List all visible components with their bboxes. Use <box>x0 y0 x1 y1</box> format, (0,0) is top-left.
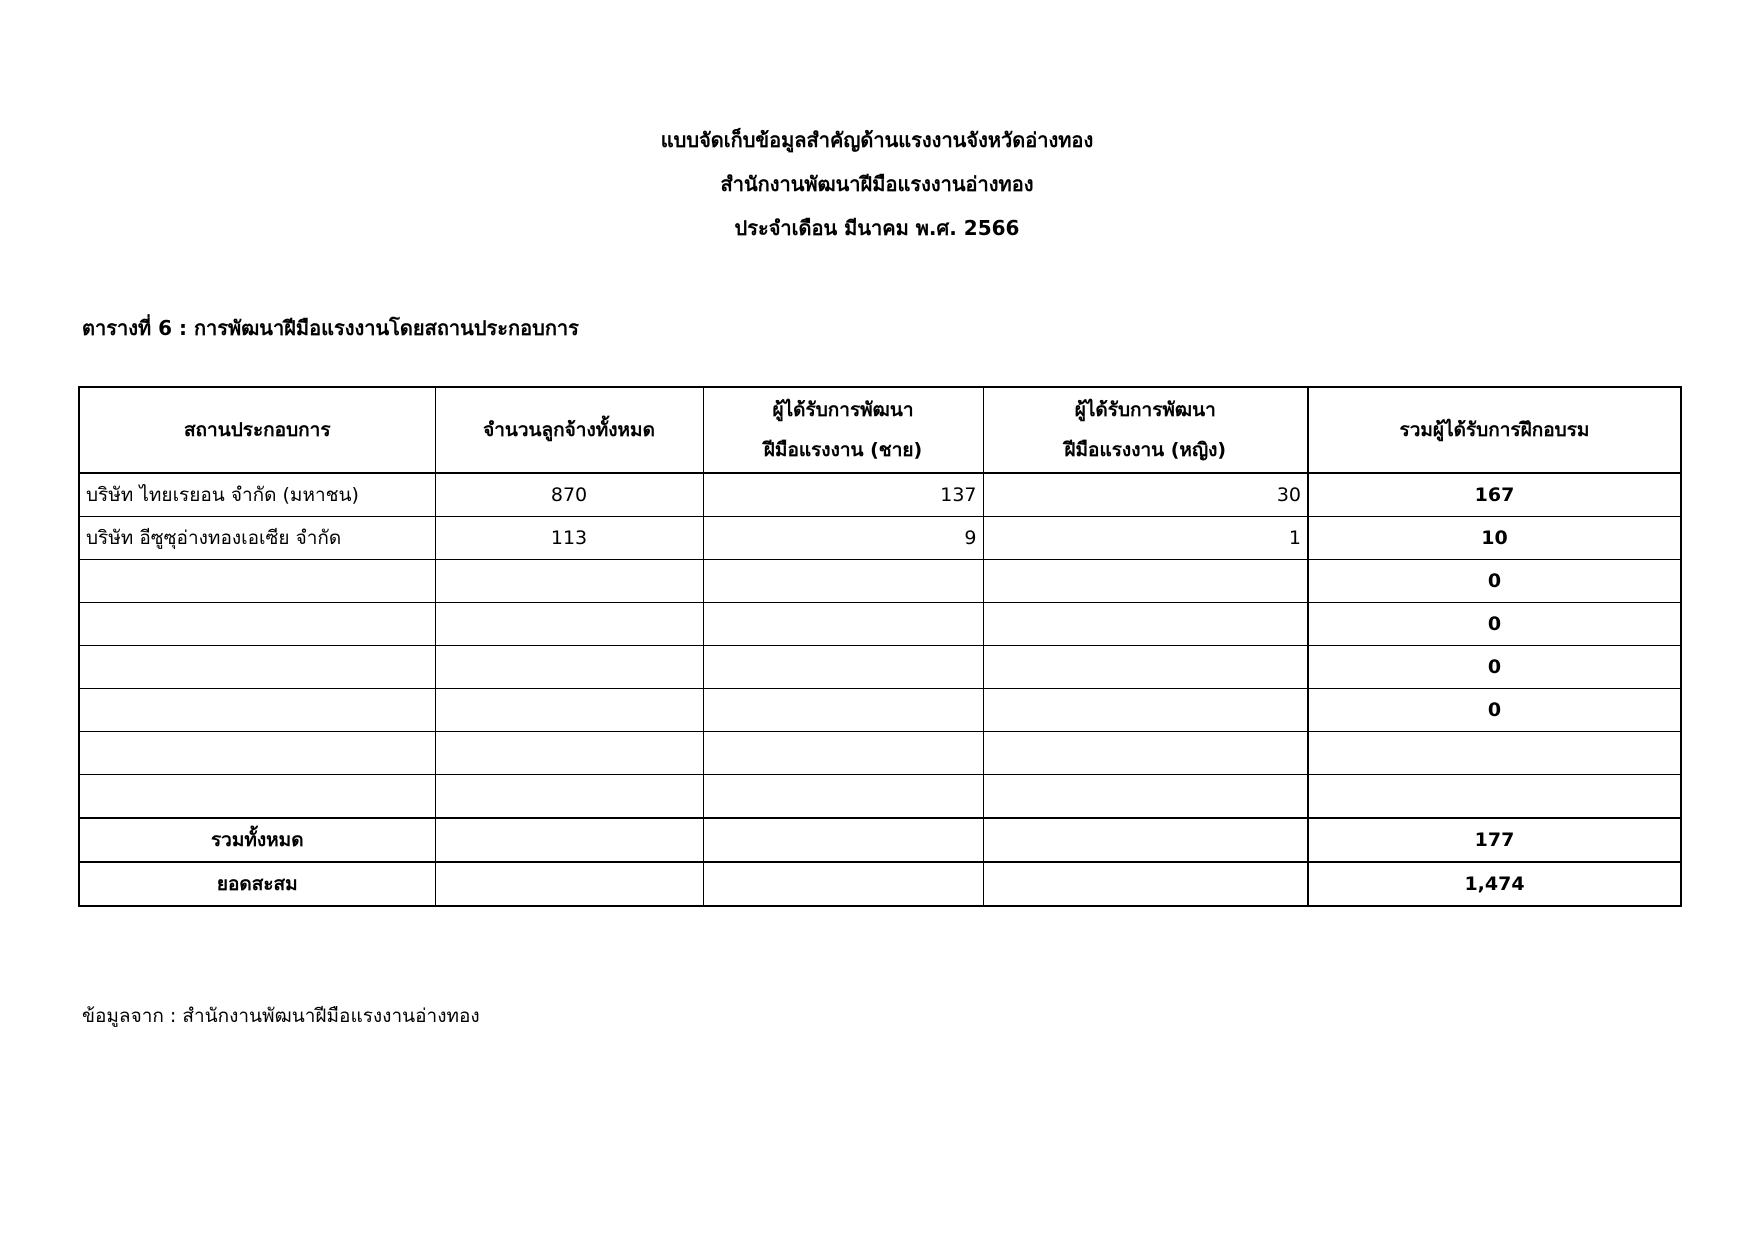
table-row <box>79 603 1681 646</box>
cell-employees <box>435 689 703 732</box>
col-header-male <box>703 387 983 473</box>
cell-employees <box>435 603 703 646</box>
cumulative-label: ยอดสะสม <box>79 862 435 906</box>
cell-employees <box>435 732 703 775</box>
table-row <box>79 560 1681 603</box>
cell-total: 0 <box>1308 689 1681 732</box>
col-header-male-line2: ฝีมือแรงงาน (ชาย) <box>763 439 923 461</box>
cell-male: 9 <box>703 517 983 560</box>
skill-development-table <box>78 386 1682 907</box>
total-row <box>79 818 1681 862</box>
report-period: ประจำเดือน มีนาคม พ.ศ. 2566 <box>734 216 1020 240</box>
table-row <box>79 473 1681 517</box>
cell-employees: 113 <box>435 517 703 560</box>
total-employees-cell <box>435 818 703 862</box>
cell-female <box>983 646 1308 689</box>
cell-female <box>983 560 1308 603</box>
cell-male <box>703 560 983 603</box>
col-header-total: รวมผู้ได้รับการฝึกอบรม <box>1308 387 1681 473</box>
office-name: สำนักงานพัฒนาฝีมือแรงงานอ่างทอง <box>720 172 1034 196</box>
cell-establishment <box>79 646 435 689</box>
cumulative-female-cell <box>983 862 1308 906</box>
total-value: 177 <box>1308 818 1681 862</box>
col-header-female-line1: ผู้ได้รับการพัฒนา <box>1074 399 1216 421</box>
cell-establishment <box>79 732 435 775</box>
cell-total: 0 <box>1308 603 1681 646</box>
cell-female: 1 <box>983 517 1308 560</box>
data-source-note: ข้อมูลจาก : สำนักงานพัฒนาฝีมือแรงงานอ่างทอง <box>82 1005 480 1027</box>
cell-female: 30 <box>983 473 1308 517</box>
cell-male: 137 <box>703 473 983 517</box>
cell-female <box>983 775 1308 819</box>
total-male-cell <box>703 818 983 862</box>
cell-establishment <box>79 603 435 646</box>
col-header-female <box>983 387 1308 473</box>
cell-employees <box>435 560 703 603</box>
cell-female <box>983 603 1308 646</box>
col-header-establishment: สถานประกอบการ <box>79 387 435 473</box>
cumulative-male-cell <box>703 862 983 906</box>
cell-total: 0 <box>1308 560 1681 603</box>
cell-employees <box>435 646 703 689</box>
cumulative-value: 1,474 <box>1308 862 1681 906</box>
col-header-male-line1: ผู้ได้รับการพัฒนา <box>772 399 914 421</box>
col-header-female-line2: ฝีมือแรงงาน (หญิง) <box>1064 439 1227 461</box>
cell-establishment <box>79 560 435 603</box>
cell-female <box>983 689 1308 732</box>
cell-female <box>983 732 1308 775</box>
cell-employees <box>435 775 703 819</box>
cell-establishment: บริษัท ไทยเรยอน จำกัด (มหาชน) <box>79 473 435 517</box>
table-row <box>79 646 1681 689</box>
cell-total <box>1308 775 1681 819</box>
table-header-row <box>79 387 1681 473</box>
table-caption: ตารางที่ 6 : การพัฒนาฝีมือแรงงานโดยสถานประกอบการ <box>82 316 579 340</box>
cell-total: 0 <box>1308 646 1681 689</box>
cell-total <box>1308 732 1681 775</box>
total-label: รวมทั้งหมด <box>79 818 435 862</box>
cumulative-row <box>79 862 1681 906</box>
cell-establishment <box>79 689 435 732</box>
document-header <box>0 118 1754 250</box>
cell-employees: 870 <box>435 473 703 517</box>
cell-male <box>703 732 983 775</box>
cell-male <box>703 603 983 646</box>
cell-male <box>703 775 983 819</box>
cell-establishment <box>79 775 435 819</box>
table-row <box>79 517 1681 560</box>
table-row <box>79 775 1681 819</box>
cumulative-employees-cell <box>435 862 703 906</box>
cell-total: 167 <box>1308 473 1681 517</box>
cell-total: 10 <box>1308 517 1681 560</box>
total-female-cell <box>983 818 1308 862</box>
col-header-employees: จำนวนลูกจ้างทั้งหมด <box>435 387 703 473</box>
table-row <box>79 689 1681 732</box>
cell-establishment: บริษัท อีซูซุอ่างทองเอเซีย จำกัด <box>79 517 435 560</box>
report-title: แบบจัดเก็บข้อมูลสำคัญด้านแรงงานจังหวัดอ่างทอง <box>660 128 1094 152</box>
table-row <box>79 732 1681 775</box>
cell-male <box>703 689 983 732</box>
cell-male <box>703 646 983 689</box>
